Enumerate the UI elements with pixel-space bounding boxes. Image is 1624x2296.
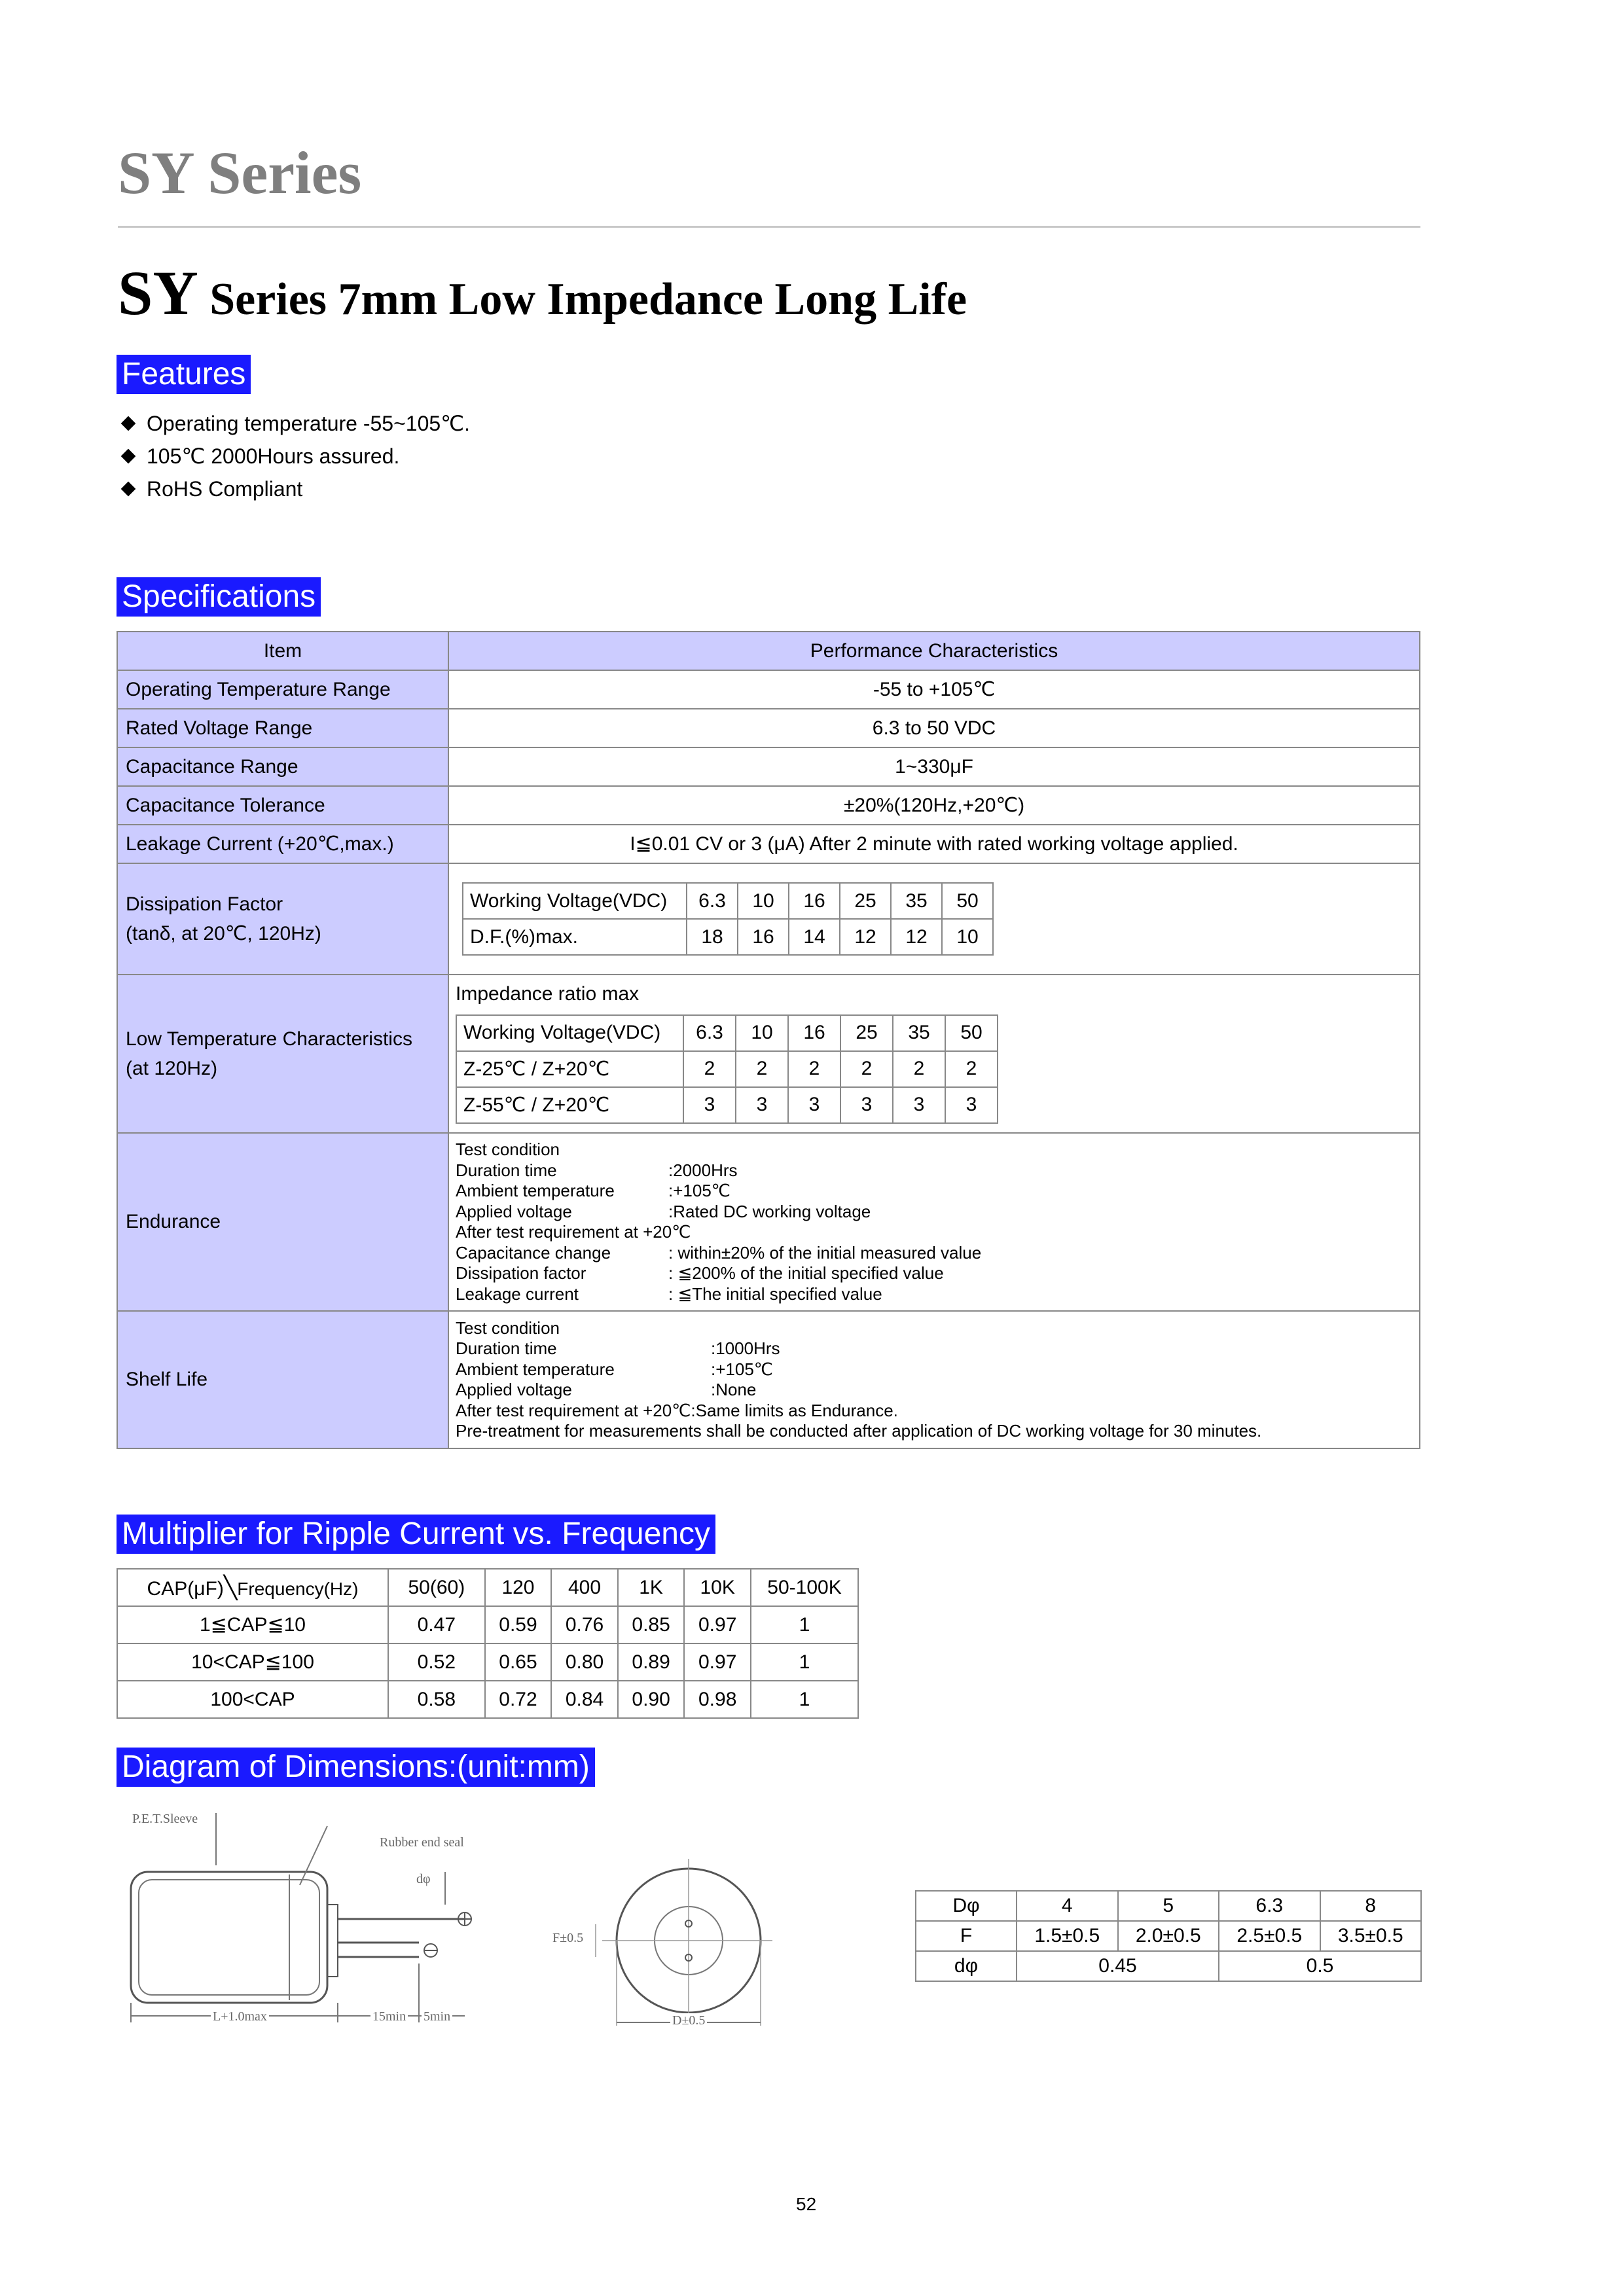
diamond-bullet-icon xyxy=(121,482,136,497)
table-row: Capacitance Range 1~330μF xyxy=(117,747,1420,786)
spec-header-performance: Performance Characteristics xyxy=(448,632,1420,670)
table-row xyxy=(117,863,1420,975)
features-label: Features xyxy=(117,355,251,394)
table-row: Capacitance Tolerance ±20%(120Hz,+20℃) xyxy=(117,786,1420,825)
series-heading: SY Series xyxy=(118,139,362,206)
table-row xyxy=(117,975,1420,1133)
lead-diameter-label: dφ xyxy=(416,1872,431,1886)
feature-item: RoHS Compliant xyxy=(119,473,470,505)
table-row: 1≦CAP≦10 0.47 0.59 0.76 0.85 0.97 1 xyxy=(117,1606,858,1643)
ripple-table: CAP(μF)╲Frequency(Hz) 50(60) 120 400 1K 10K 50-100K 1≦CAP≦10 0.47 0.59 0.76 0.85 0.97 1 10<CAP≦100 0.52 0.65 0.80 0.89 0.97 1 100<CAP 0.58 0.72 0.84 0.90 0.98 1 xyxy=(117,1568,859,1719)
length-label: L+1.0max xyxy=(211,2009,269,2024)
table-row: dφ 0.45 0.5 xyxy=(916,1951,1421,1981)
diamond-bullet-icon xyxy=(121,449,136,464)
spec-header-item: Item xyxy=(117,632,448,670)
heading-divider xyxy=(118,226,1420,228)
ripple-label: Multiplier for Ripple Current vs. Frequency xyxy=(117,1515,715,1554)
capacitor-end-view-diagram xyxy=(543,1859,818,2036)
lead-length-label: 15min xyxy=(370,2009,408,2024)
dimensions-table xyxy=(915,1890,1422,1982)
feature-item: Operating temperature -55~105℃. xyxy=(119,407,470,440)
specifications-label: Specifications xyxy=(117,577,321,617)
df-item: Dissipation Factor (tanδ, at 20℃, 120Hz) xyxy=(117,863,448,975)
dimensions-label: Diagram of Dimensions:(unit:mm) xyxy=(117,1748,595,1787)
endurance-item: Endurance xyxy=(117,1133,448,1311)
pitch-label: F±0.5 xyxy=(552,1931,584,1945)
table-row: 10<CAP≦100 0.52 0.65 0.80 0.89 0.97 1 xyxy=(117,1643,858,1681)
sleeve-label: P.E.T.Sleeve xyxy=(132,1812,198,1826)
impedance-caption: Impedance ratio max xyxy=(456,982,640,1005)
table-row: Endurance Test condition Duration time :2000Hrs Ambient temperature :+105℃ Applied voltage :Rated DC working voltage After test requirement at +20℃ Capacitance change : within±20% of the initial measured value Dissipation factor : ≦200% of the initial specified value Leakage current : ≦The initial specified value xyxy=(117,1133,1420,1311)
ripple-corner: CAP(μF)╲Frequency(Hz) xyxy=(117,1569,388,1606)
subtitle-series-code: SY xyxy=(118,258,198,328)
table-row: Dφ 4 5 6.3 8 xyxy=(916,1891,1421,1921)
features-list xyxy=(119,407,470,505)
table-row: 100<CAP 0.58 0.72 0.84 0.90 0.98 1 xyxy=(117,1681,858,1718)
page-subtitle xyxy=(118,258,967,328)
diameter-label: D±0.5 xyxy=(670,2013,707,2028)
low-temp-table: Working Voltage(VDC) 6.3 10 16 25 35 50 Z-25℃ / Z+20℃ 2 2 2 2 2 2 Z-55℃ / Z+20℃ 3 3 3 3 3 3 xyxy=(456,1014,998,1124)
lead-offset-label: 5min xyxy=(422,2009,452,2024)
low-temp-item: Low Temperature Characteristics (at 120Hz) xyxy=(117,975,448,1133)
table-row: Shelf Life Test condition Duration time :1000Hrs Ambient temperature :+105℃ Applied voltage :None After test requirement at +20℃:Same limits as Endurance. Pre-treatment for measurements shall be conducted after application of DC working voltage for 30 minutes. xyxy=(117,1311,1420,1448)
df-table: Working Voltage(VDC) 6.3 10 16 25 35 50 D.F.(%)max. 18 16 14 12 12 10 xyxy=(462,882,994,956)
shelf-life-item: Shelf Life xyxy=(117,1311,448,1448)
page-number: 52 xyxy=(796,2194,817,2214)
feature-item: 105℃ 2000Hours assured. xyxy=(119,440,470,473)
table-row: Operating Temperature Range -55 to +105℃ xyxy=(117,670,1420,709)
specifications-table xyxy=(117,631,1420,1449)
table-row: Leakage Current (+20℃,max.) I≦0.01 CV or 3 (μA) After 2 minute with rated working voltage applied. xyxy=(117,825,1420,863)
table-row: F 1.5±0.5 2.0±0.5 2.5±0.5 3.5±0.5 xyxy=(916,1921,1421,1951)
subtitle-text: Series 7mm Low Impedance Long Life xyxy=(198,274,967,325)
rubber-seal-label: Rubber end seal xyxy=(380,1835,464,1850)
table-row: Rated Voltage Range 6.3 to 50 VDC xyxy=(117,709,1420,747)
diamond-bullet-icon xyxy=(121,416,136,431)
